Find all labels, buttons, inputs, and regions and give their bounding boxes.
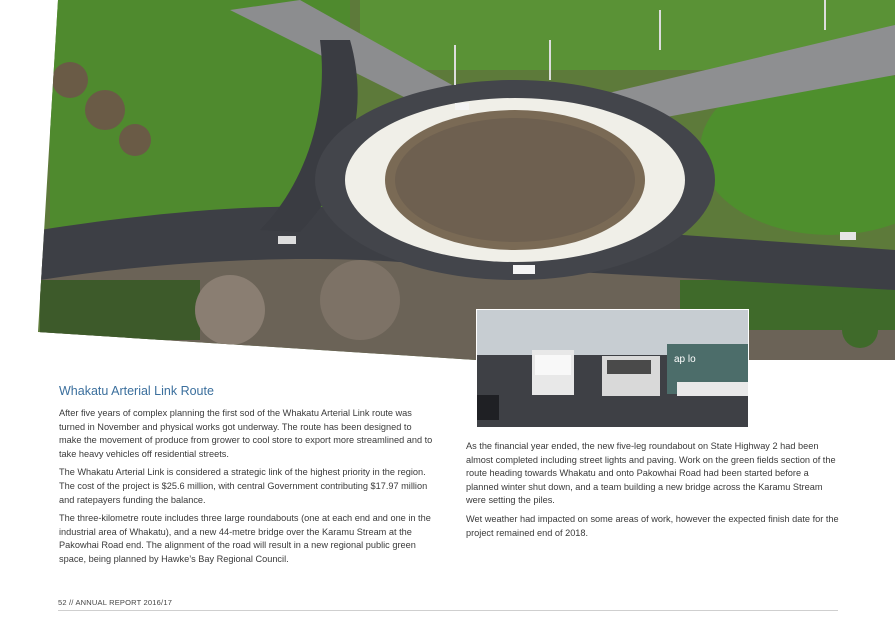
footer-divider (58, 610, 838, 611)
paragraph-2: The Whakatu Arterial Link is considered a strategic link of the highest priority in the region. The cost of the project is $25.6 million, with central Government contributing $17.97 million and ratepayers funding the balance. (59, 467, 428, 505)
paragraph-1: After five years of complex planning the first sod of the Whakatu Arterial Link route was turned in November and physical works got underway. The route has been designed to make the movement of produce from grower to cool store to export more streamlined and to take heavy vehicles off residential streets. (59, 408, 433, 459)
article-left-column (59, 383, 434, 572)
trucks-inset-photo (476, 309, 749, 428)
paragraph-4: As the financial year ended, the new five-leg roundabout on State Highway 2 had been almost completed including street lights and paving. Work on the green fields section of the route heading towards Whakatu and onto Pakowhai Road had been started before a planned winter shut down, and a team building a new bridge across the Karamu Stream were setting the piles. (466, 441, 836, 506)
paragraph-5: Wet weather had impacted on some areas of work, however the expected finish date for the project remained end of 2018. (466, 513, 839, 538)
paragraph-3: The three-kilometre route includes three large roundabouts (one at each end and one in the industrial area of Whakatu), and a new 44-metre bridge over the Karamu Stream at the Pakowhai Road end. The alignment of the road will result in a new regional public green space, being planned by Hawke’s Bay Regional Council. (59, 513, 431, 564)
page-footer: 52 // ANNUAL REPORT 2016/17 (58, 598, 173, 607)
article-right-column (466, 440, 841, 545)
building-sign: ap lo (674, 354, 696, 365)
article-heading: Whakatu Arterial Link Route (59, 384, 214, 398)
